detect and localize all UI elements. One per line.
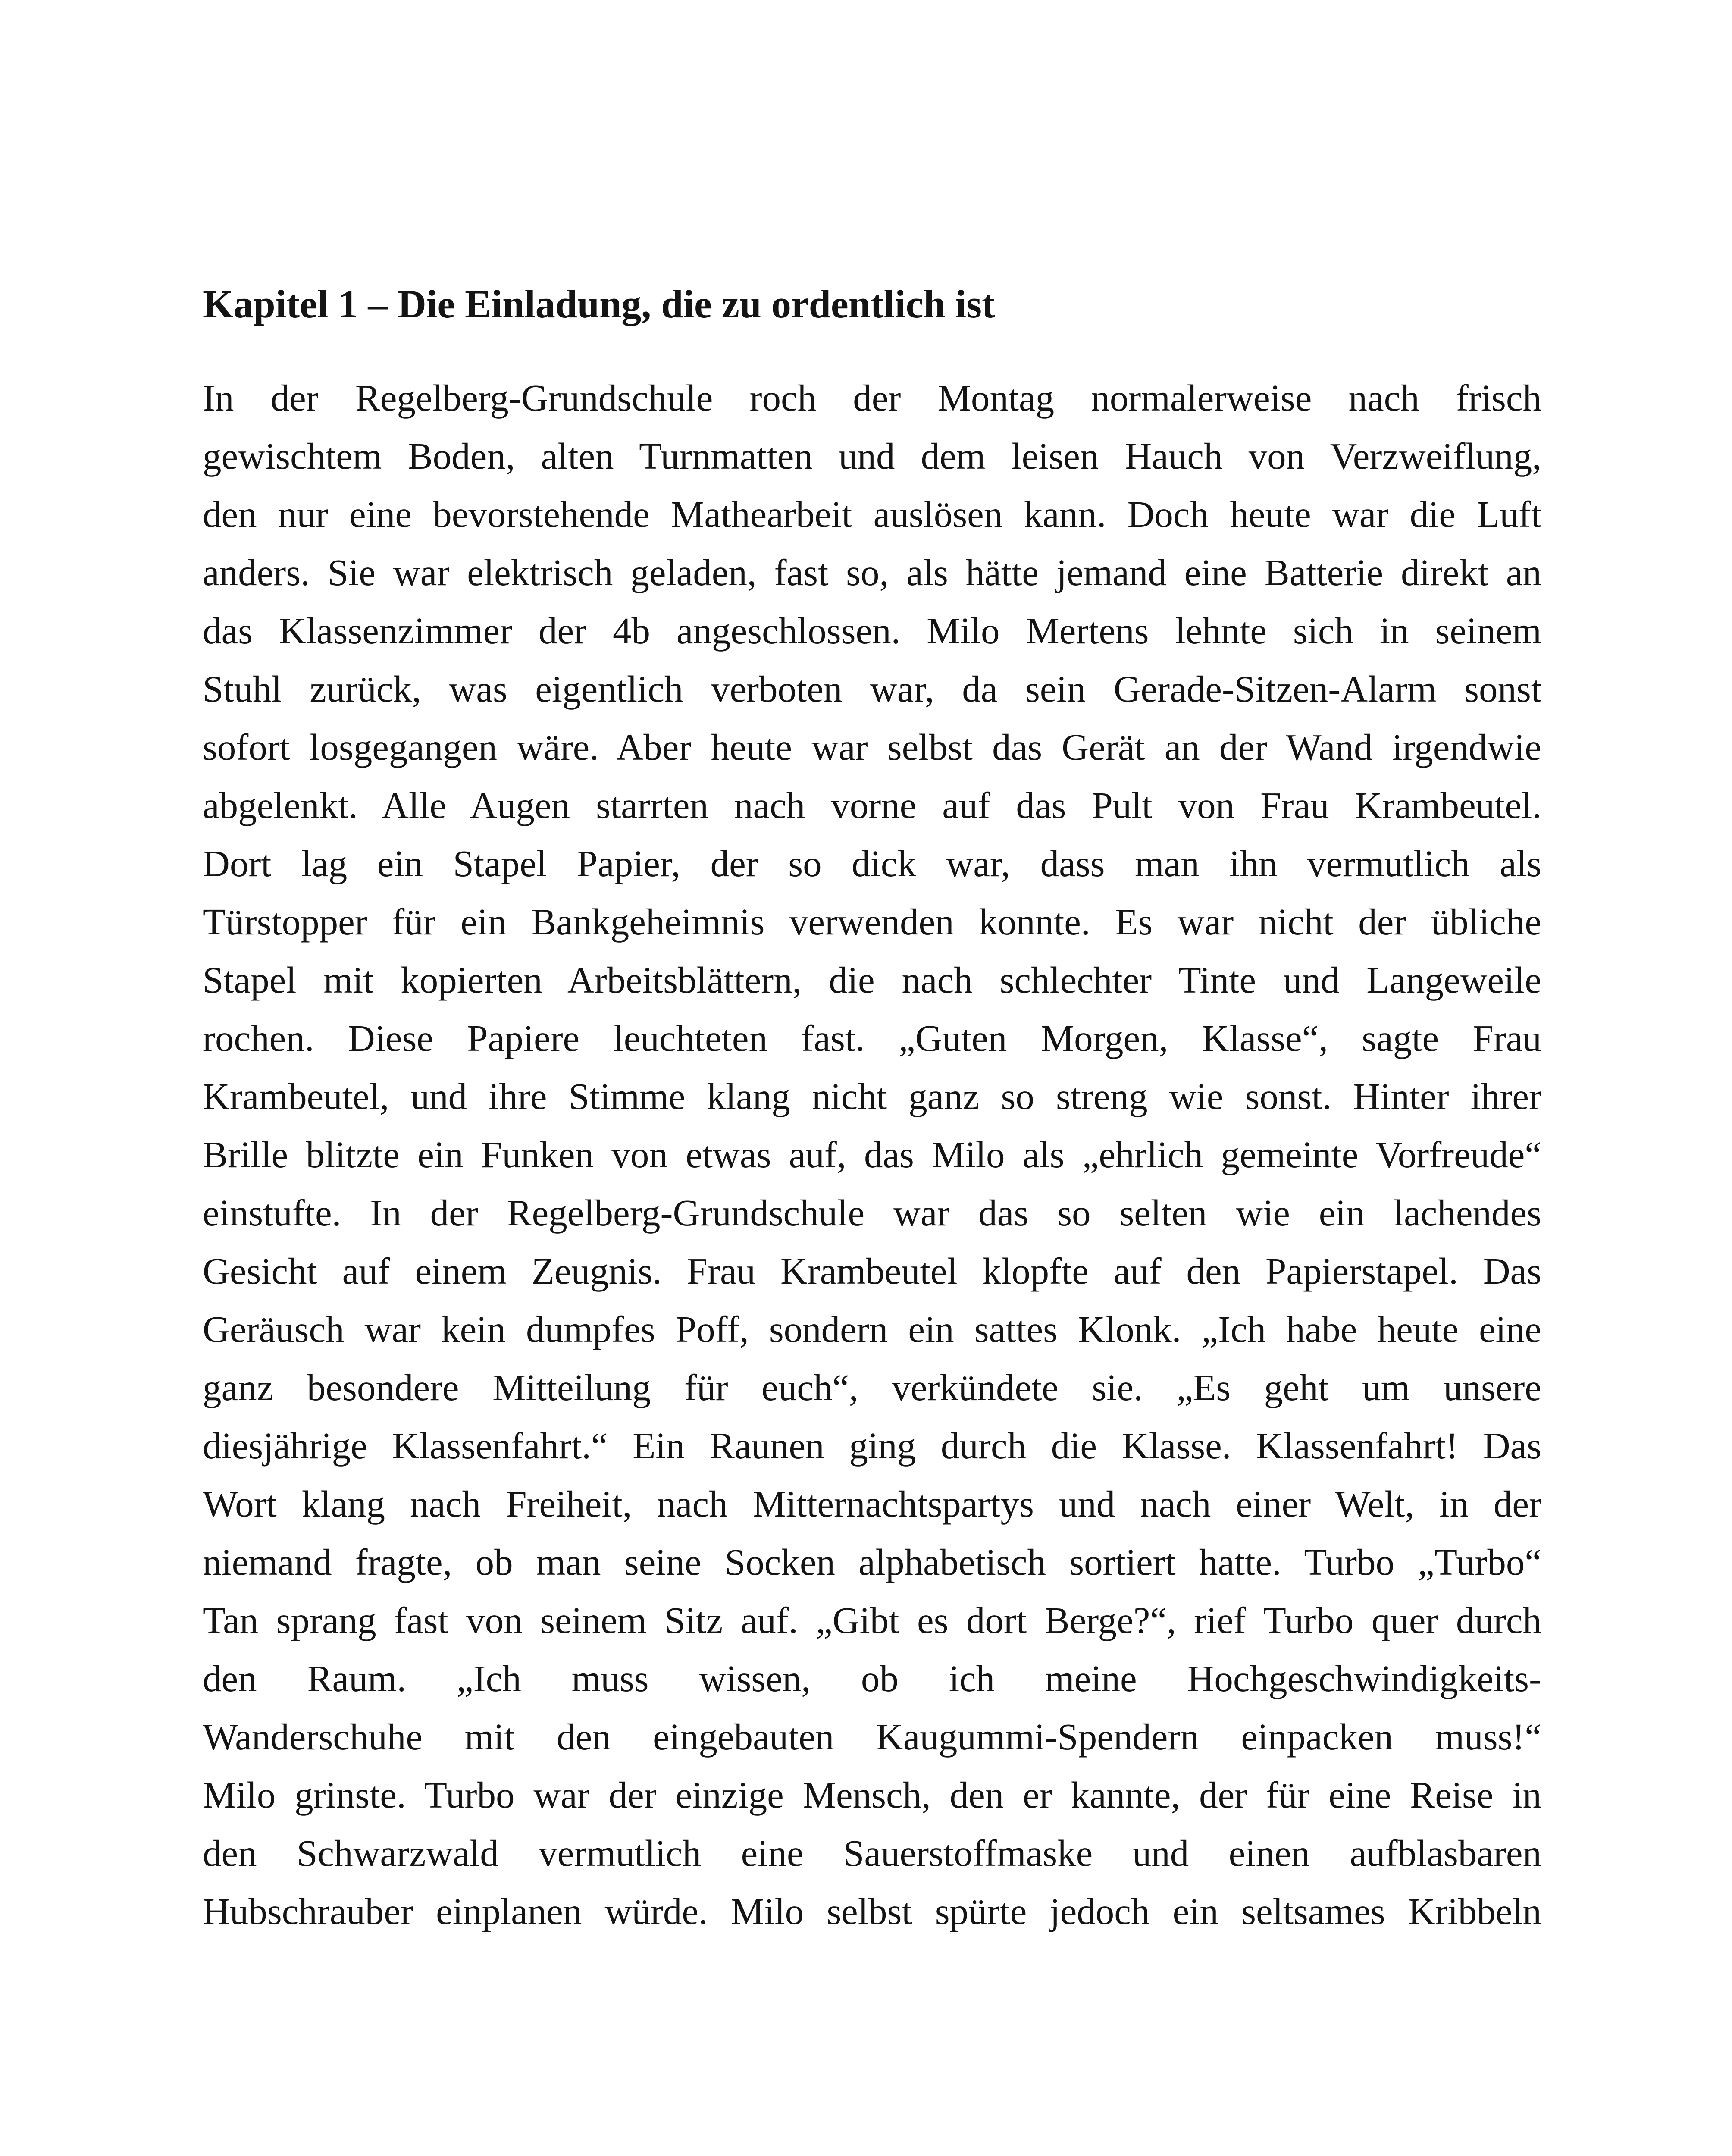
chapter-body xyxy=(203,369,1541,1940)
text-line: Milo grinste. Turbo war der einzige Mensch, den er kannte, der für eine Reise in xyxy=(203,1774,1541,1816)
text-line: Krambeutel, und ihre Stimme klang nicht ganz so streng wie sonst. Hinter ihrer xyxy=(203,1075,1541,1117)
text-line: anders. Sie war elektrisch geladen, fast so, als hätte jemand eine Batterie direkt an xyxy=(203,552,1541,593)
text-line: den Raum. „Ich muss wissen, ob ich meine Hochgeschwindigkeits- xyxy=(203,1658,1541,1699)
text-line: Dort lag ein Stapel Papier, der so dick war, dass man ihn vermutlich als xyxy=(203,843,1541,884)
text-line: gewischtem Boden, alten Turnmatten und dem leisen Hauch von Verzweiflung, xyxy=(203,435,1541,477)
text-line: Brille blitzte ein Funken von etwas auf, das Milo als „ehrlich gemeinte Vorfreude“ xyxy=(203,1134,1541,1175)
text-line: Wort klang nach Freiheit, nach Mitternachtspartys und nach einer Welt, in der xyxy=(203,1483,1541,1525)
text-line: den nur eine bevorstehende Mathearbeit auslösen kann. Doch heute war die Luft xyxy=(203,493,1541,535)
chapter-title: Kapitel 1 – Die Einladung, die zu ordentlich ist xyxy=(203,282,995,326)
text-line: den Schwarzwald vermutlich eine Sauerstoffmaske und einen aufblasbaren xyxy=(203,1832,1541,1874)
text-line: Hubschrauber einplanen würde. Milo selbst spürte jedoch ein seltsames Kribbeln xyxy=(203,1890,1541,1932)
document-content xyxy=(203,267,1541,1940)
text-line: diesjährige Klassenfahrt.“ Ein Raunen ging durch die Klasse. Klassenfahrt! Das xyxy=(203,1425,1541,1467)
text-line: Türstopper für ein Bankgeheimnis verwenden konnte. Es war nicht der übliche xyxy=(203,901,1541,943)
text-line: Gesicht auf einem Zeugnis. Frau Krambeutel klopfte auf den Papierstapel. Das xyxy=(203,1250,1541,1292)
text-line: Stuhl zurück, was eigentlich verboten war, da sein Gerade-Sitzen-Alarm sonst xyxy=(203,668,1541,710)
text-line: Wanderschuhe mit den eingebauten Kaugummi-Spendern einpacken muss!“ xyxy=(203,1716,1541,1758)
text-line: einstufte. In der Regelberg-Grundschule war das so selten wie ein lachendes xyxy=(203,1192,1541,1234)
text-line: Tan sprang fast von seinem Sitz auf. „Gibt es dort Berge?“, rief Turbo quer durch xyxy=(203,1599,1541,1641)
text-line: abgelenkt. Alle Augen starrten nach vorne auf das Pult von Frau Krambeutel. xyxy=(203,784,1541,826)
text-line: In der Regelberg-Grundschule roch der Montag normalerweise nach frisch xyxy=(203,377,1541,419)
text-line: Geräusch war kein dumpfes Poff, sondern ein sattes Klonk. „Ich habe heute eine xyxy=(203,1308,1541,1350)
text-line: niemand fragte, ob man seine Socken alphabetisch sortiert hatte. Turbo „Turbo“ xyxy=(203,1541,1541,1583)
text-line: rochen. Diese Papiere leuchteten fast. „Guten Morgen, Klasse“, sagte Frau xyxy=(203,1017,1541,1059)
text-line: das Klassenzimmer der 4b angeschlossen. Milo Mertens lehnte sich in seinem xyxy=(203,610,1541,652)
text-line: sofort losgegangen wäre. Aber heute war selbst das Gerät an der Wand irgendwie xyxy=(203,726,1541,768)
text-line: ganz besondere Mitteilung für euch“, verkündete sie. „Es geht um unsere xyxy=(203,1366,1541,1408)
text-line: Stapel mit kopierten Arbeitsblättern, die nach schlechter Tinte und Langeweile xyxy=(203,959,1541,1001)
